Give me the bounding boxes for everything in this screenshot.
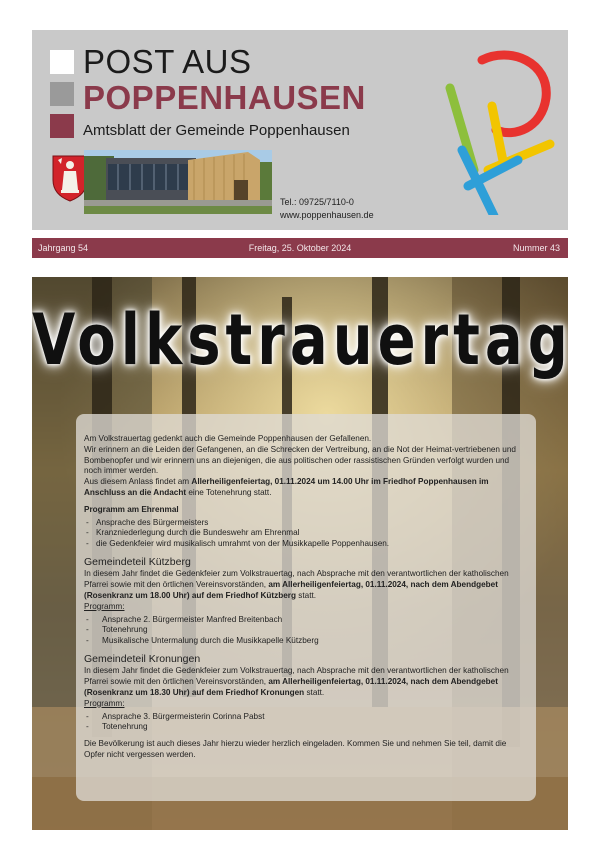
article-body bbox=[84, 434, 520, 760]
list-item: - Ansprache des Bürgermeisters bbox=[84, 518, 520, 529]
kuetzberg-program-label: Programm: bbox=[84, 601, 125, 611]
program-list bbox=[84, 518, 520, 550]
masthead-title-line2: POPPENHAUSEN bbox=[83, 79, 366, 116]
section-heading-kuetzberg: Gemeindeteil Kützberg bbox=[84, 556, 191, 569]
list-item: - Ansprache 2. Bürgermeister Manfred Breitenbach bbox=[84, 615, 520, 626]
section-heading-kronungen: Gemeindeteil Kronungen bbox=[84, 653, 201, 666]
list-item: - Musikalische Untermalung durch die Musikkapelle Kützberg bbox=[84, 636, 520, 647]
maroon-square-decoration bbox=[50, 114, 74, 138]
masthead bbox=[32, 30, 568, 230]
issue-date: Freitag, 25. Oktober 2024 bbox=[248, 243, 352, 253]
kronungen-program-list bbox=[84, 712, 520, 733]
colorful-letter-p-logo-icon bbox=[440, 40, 560, 215]
issue-volume: Jahrgang 54 bbox=[38, 243, 89, 253]
list-item: - Totenehrung bbox=[84, 722, 520, 733]
town-hall-building-photo bbox=[84, 150, 272, 214]
kronungen-text: In diesem Jahr findet die Gedenkfeier zum Volkstrauertag, nach Absprache mit den verantwortlichen der katholischen Pfarrei sowie mit den örtlichen Vereinsvorständen, am Allerheiligenfeiertag, 01.11.2024, nach dem Abendgebet (Rosenkranz um 18.30 Uhr) auf dem Friedhof Kronungen statt. bbox=[84, 666, 509, 697]
kronungen-program-label: Programm: bbox=[84, 698, 125, 708]
list-item: - Totenehrung bbox=[84, 625, 520, 636]
list-item: - Kranzniederlegung durch die Bundeswehr am Ehrenmal bbox=[84, 528, 520, 539]
occasion-text: Aus diesem Anlass findet am Allerheiligenfeiertag, 01.11.2024 um 14.00 Uhr im Friedhof Poppenhausen im Anschluss an die Andacht eine Totenehrung statt. bbox=[84, 477, 489, 497]
closing-text: Die Bevölkerung ist auch dieses Jahr hierzu wieder herzlich eingeladen. Kommen Sie und nehmen Sie teil, damit die Opfer nicht vergessen werden. bbox=[84, 738, 507, 759]
intro-text-2: Wir erinnern an die Leiden der Gefangenen, an die Schrecken der Vertreibung, an die Not der Heimat-vertriebenen und Bombenopfer und wir erinnern uns an diejenigen, die aus politischen oder rassistischen Gründen verfolgt wurden und noch immer werden. bbox=[84, 444, 516, 476]
kuetzberg-text: In diesem Jahr findet die Gedenkfeier zum Volkstrauertag, nach Absprache mit den verantwortlichen der katholischen Pfarrei sowie mit den örtlichen Vereinsvorständen, am Allerheiligenfeiertag, 01.11.2024, nach dem Abendgebet (Rosenkranz um 18.00 Uhr) auf dem Friedhof Kützberg statt. bbox=[84, 569, 509, 600]
headline: Volkstrauertag bbox=[32, 300, 573, 382]
masthead-subtitle: Amtsblatt der Gemeinde Poppenhausen bbox=[83, 122, 350, 139]
phone-number: Tel.: 09725/7110-0 bbox=[280, 197, 354, 207]
program-heading: Programm am Ehrenmal bbox=[84, 504, 179, 514]
list-item: - Ansprache 3. Bürgermeisterin Corinna Pabst bbox=[84, 712, 520, 723]
kuetzberg-program-list bbox=[84, 615, 520, 647]
website-link[interactable]: www.poppenhausen.de bbox=[280, 210, 374, 220]
masthead-title-line1: POST AUS bbox=[83, 43, 252, 80]
list-item: - die Gedenkfeier wird musikalisch umrahmt von der Musikkapelle Poppenhausen. bbox=[84, 539, 520, 550]
issue-info-bar bbox=[32, 238, 568, 258]
contact-info bbox=[280, 196, 374, 222]
intro-text: Am Volkstrauertag gedenkt auch die Gemeinde Poppenhausen der Gefallenen. bbox=[84, 434, 372, 443]
white-square-decoration bbox=[50, 50, 74, 74]
issue-number: Nummer 43 bbox=[512, 243, 560, 253]
gray-square-decoration bbox=[50, 82, 74, 106]
